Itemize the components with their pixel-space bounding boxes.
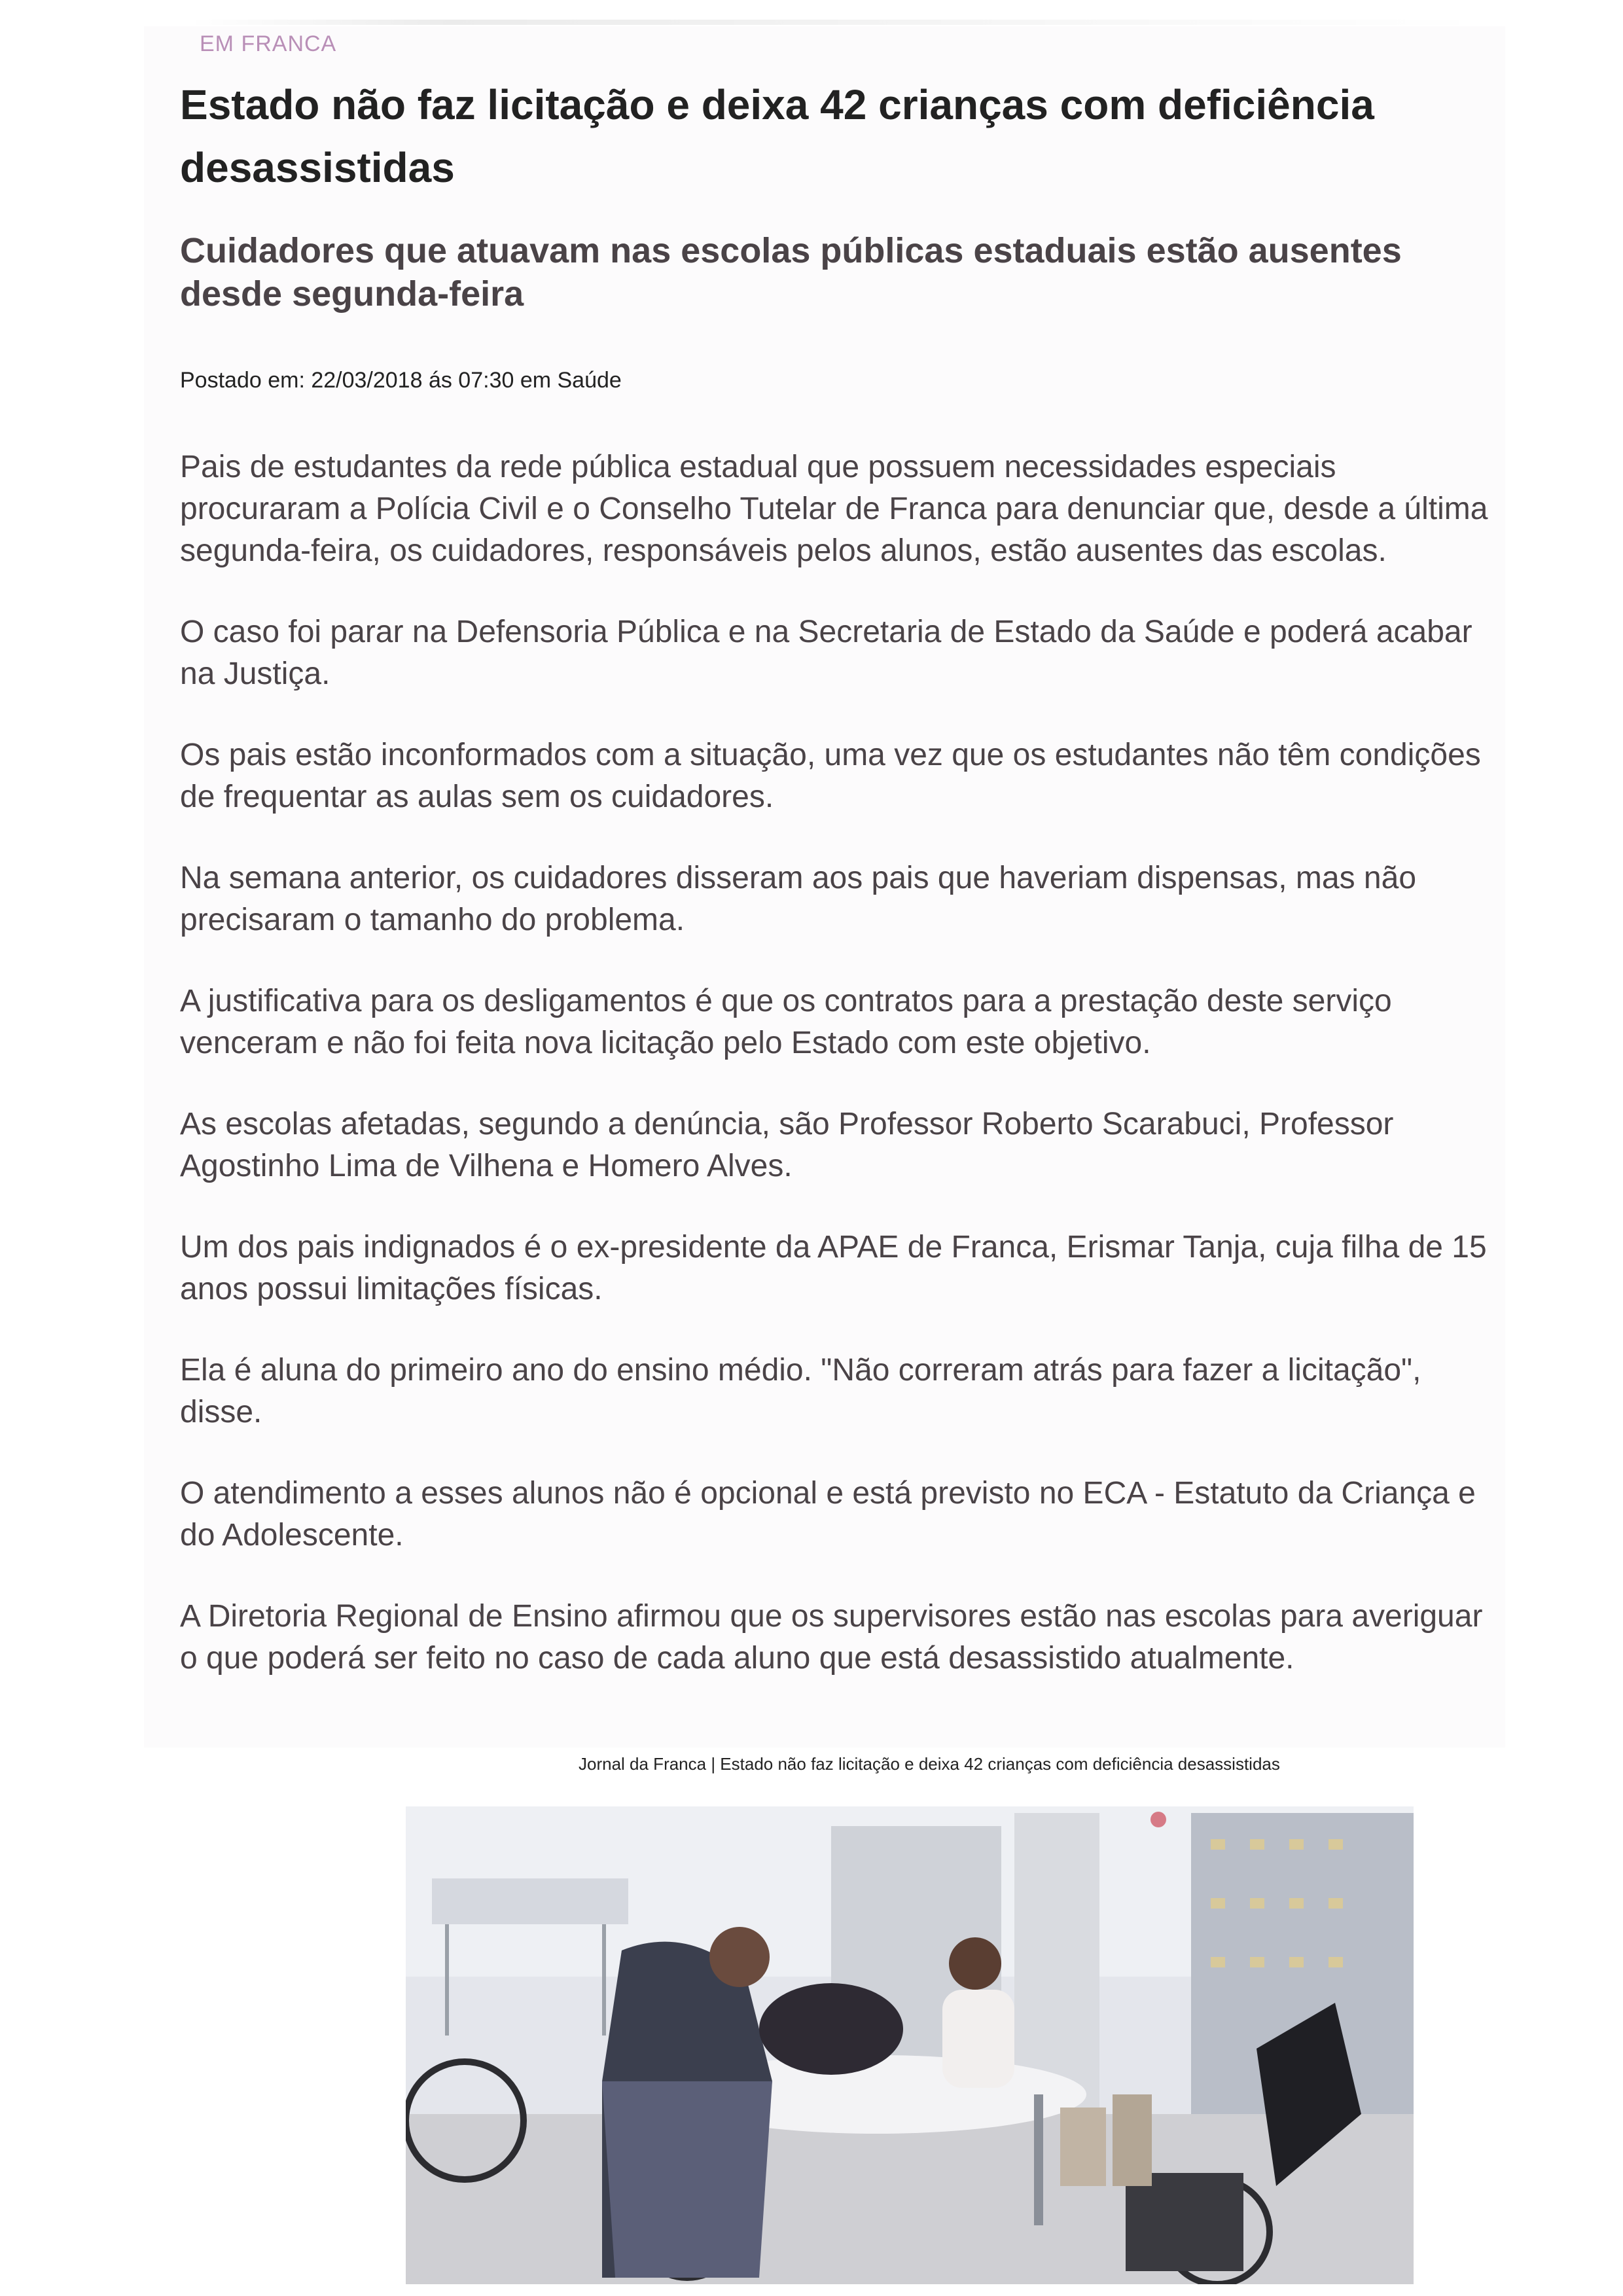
paragraph: As escolas afetadas, segundo a denúncia, são Professor Roberto Scarabuci, Professor Agostinho Lima de Vilhena e Homero Alves. — [180, 1107, 1394, 1183]
article-subtitle: Cuidadores que atuavam nas escolas públicas estaduais estão ausentes desde segunda-feira — [180, 231, 1402, 314]
paragraph: O caso foi parar na Defensoria Pública e na Secretaria de Estado da Saúde e poderá acabar na Justiça. — [180, 615, 1472, 691]
paragraph: Ela é aluna do primeiro ano do ensino médio. "Não correram atrás para fazer a licitação", disse. — [180, 1353, 1421, 1429]
article-headline: Estado não faz licitação e deixa 42 crianças com deficiência desassistidas — [180, 81, 1374, 191]
paragraph: O atendimento a esses alunos não é opcional e está previsto no ECA - Estatuto da Criança e do Adolescente. — [180, 1476, 1476, 1552]
photo-caption: Jornal da Franca | Estado não faz licitação e deixa 42 crianças com deficiência desassistidas — [579, 1754, 1280, 1774]
classroom-photo — [406, 1806, 1414, 2284]
post-meta: Postado em: 22/03/2018 ás 07:30 em Saúde — [180, 368, 622, 393]
paragraph: A justificativa para os desligamentos é que os contratos para a prestação deste serviço venceram e não foi feita nova licitação pelo Estado com este objetivo. — [180, 984, 1392, 1060]
scan-band — [190, 20, 1486, 25]
paragraph: Os pais estão inconformados com a situação, uma vez que os estudantes não têm condições de frequentar as aulas sem os cuidadores. — [180, 738, 1481, 814]
paragraph: A Diretoria Regional de Ensino afirmou que os supervisores estão nas escolas para averiguar o que poderá ser feito no caso de cada aluno que está desassistido atualmente. — [180, 1599, 1483, 1676]
paragraph: Na semana anterior, os cuidadores disseram aos pais que haveriam dispensas, mas não precisaram o tamanho do problema. — [180, 861, 1417, 937]
article-body — [180, 446, 1489, 1719]
paragraph: Pais de estudantes da rede pública estadual que possuem necessidades especiais procuraram a Polícia Civil e o Conselho Tutelar de Franca para denunciar que, desde a última segunda-feira, os cuidadores, responsáveis pelos alunos, estão ausentes das escolas. — [180, 450, 1488, 568]
section-label[interactable]: EM FRANCA — [200, 31, 337, 56]
paragraph: Um dos pais indignados é o ex-presidente da APAE de Franca, Erismar Tanja, cuja filha de 15 anos possui limitações físicas. — [180, 1230, 1487, 1306]
